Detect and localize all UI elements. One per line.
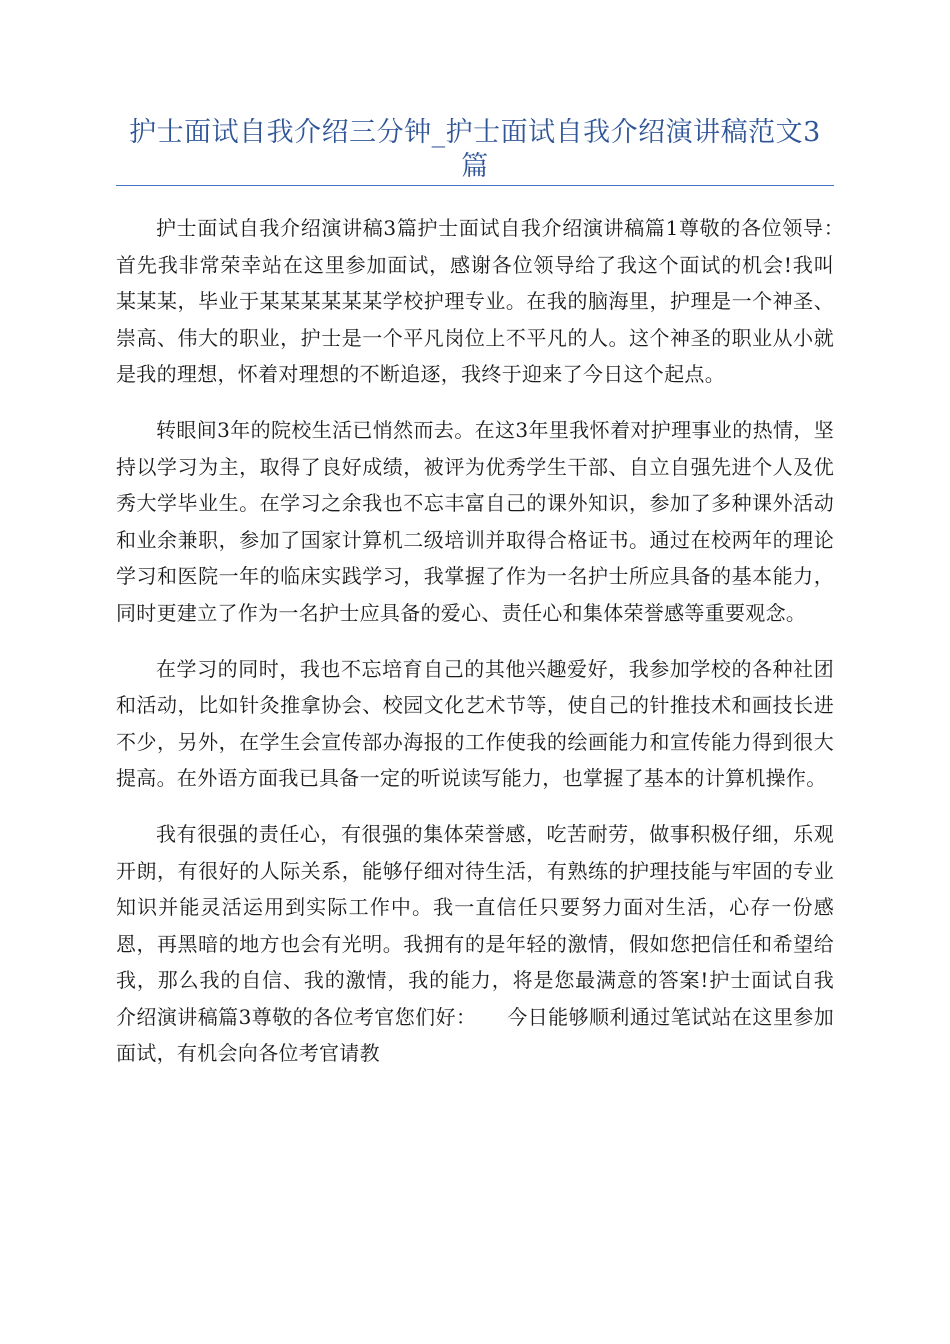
- document-title: 护士面试自我介绍三分钟_护士面试自我介绍演讲稿范文3篇: [129, 117, 821, 182]
- paragraph-1: 护士面试自我介绍演讲稿3篇护士面试自我介绍演讲稿篇1尊敬的各位领导： 首先我非常荣幸站在这里参加面试，感谢各位领导给了我这个面试的机会!我叫某某某，毕业于某某某某某某学校护理专业。在我的脑海里，护理是一个神圣、崇高、伟大的职业，护士是一个平凡岗位上不平凡的人。这个神圣的职业从小就是我的理想，怀着对理想的不断追逐，我终于迎来了今日这个起点。: [116, 216, 875, 387]
- paragraph-3: 在学习的同时，我也不忘培育自己的其他兴趣爱好，我参加学校的各种社团和活动，比如针灸推拿协会、校园文化艺术节等，使自己的针推技术和画技长进不少，另外，在学生会宣传部办海报的工作使我的绘画能力和宣传能力得到很大提高。在外语方面我已具备一定的听说读写能力，也掌握了基本的计算机操作。: [116, 656, 834, 791]
- paragraph-2: 转眼间3年的院校生活已悄然而去。在这3年里我怀着对护理事业的热情，坚持以学习为主，取得了良好成绩，被评为优秀学生干部、自立自强先进个人及优秀大学毕业生。在学习之余我也不忘丰富自己的课外知识，参加了多种课外活动和业余兼职，参加了国家计算机二级培训并取得合格证书。通过在校两年的理论学习和医院一年的临床实践学习，我掌握了作为一名护士所应具备的基本能力，同时更建立了作为一名护士应具备的爱心、责任心和集体荣誉感等重要观念。: [116, 417, 834, 625]
- document-body: [116, 210, 875, 1091]
- title-underline: [116, 185, 834, 186]
- paragraph-4: 我有很强的责任心，有很强的集体荣誉感，吃苦耐劳，做事积极仔细，乐观开朗，有很好的人际关系，能够仔细对待生活，有熟练的护理技能与牢固的专业知识并能灵活运用到实际工作中。我一直信任只要努力面对生活，心存一份感恩，再黑暗的地方也会有光明。我拥有的是年轻的激情，假如您把信任和希望给我，那么我的自信、我的激情，我的能力，将是您最满意的答案!护士面试自我介绍演讲稿篇3尊敬的各位考官您们好： 今日能够顺利通过笔试站在这里参加面试，有机会向各位考官请教: [116, 821, 834, 1066]
